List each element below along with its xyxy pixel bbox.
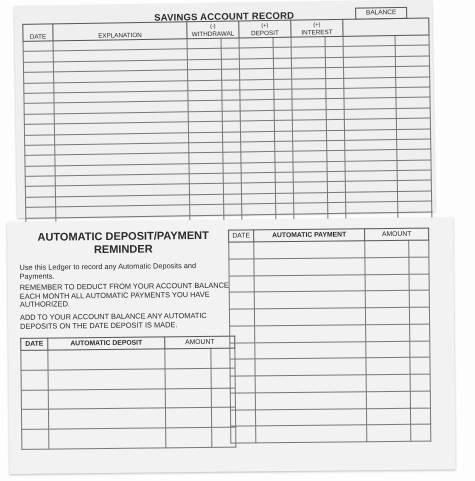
blank-entry-cell [188, 90, 222, 101]
blank-entry-cell [221, 48, 239, 59]
blank-entry-cell [274, 110, 292, 121]
automatic-deposit-row [21, 388, 235, 410]
blank-entry-cell [327, 151, 345, 162]
blank-entry-cell [223, 173, 241, 184]
blank-entry-cell [255, 341, 366, 359]
blank-entry-cell [255, 391, 366, 409]
blank-entry-cell [293, 141, 327, 152]
blank-entry-cell [189, 173, 223, 184]
blank-entry-cell [240, 79, 274, 90]
blank-entry-cell [241, 172, 275, 183]
automatic-payment-body [229, 240, 431, 443]
blank-entry-cell [187, 59, 221, 70]
savings-record-title: SAVINGS ACCOUNT RECORD [154, 10, 295, 24]
blank-entry-cell [166, 428, 212, 448]
blank-entry-cell [396, 128, 430, 139]
blank-entry-cell [241, 183, 275, 194]
blank-entry-cell [21, 390, 48, 410]
reminder-instructions: Use this Ledger to record any Automatic Deposits and Payments. [19, 261, 197, 281]
blank-entry-cell [292, 120, 326, 131]
blank-entry-cell [21, 370, 48, 390]
plus-sign: (+) [313, 22, 321, 29]
blank-entry-cell [23, 41, 53, 52]
blank-entry-cell [188, 121, 222, 132]
blank-entry-cell [188, 101, 222, 112]
blank-entry-cell [222, 100, 240, 111]
blank-entry-cell [230, 393, 255, 410]
automatic-payment-row [231, 424, 431, 443]
blank-entry-cell [189, 153, 223, 164]
blank-entry-cell [292, 130, 326, 141]
blank-entry-cell [327, 182, 345, 193]
blank-entry-cell [254, 241, 365, 259]
blank-entry-cell [49, 428, 166, 449]
blank-entry-cell [21, 409, 48, 429]
blank-entry-cell [275, 162, 293, 173]
blank-entry-cell [367, 425, 411, 442]
automatic-payment-row [229, 290, 429, 309]
blank-entry-cell [409, 240, 429, 257]
blank-entry-cell [26, 207, 56, 218]
blank-entry-cell [25, 186, 55, 197]
blank-entry-cell [396, 87, 430, 98]
blank-entry-cell [274, 99, 292, 110]
automatic-payment-row [229, 307, 429, 326]
blank-entry-cell [24, 124, 54, 135]
blank-entry-cell [409, 274, 429, 291]
blank-entry-cell [25, 134, 55, 145]
blank-entry-cell [366, 358, 410, 375]
blank-entry-cell [410, 374, 430, 391]
blank-entry-cell [411, 424, 431, 441]
blank-entry-cell [240, 89, 274, 100]
blank-entry-cell [275, 151, 293, 162]
blank-entry-cell [274, 120, 292, 131]
blank-entry-cell [365, 274, 409, 291]
blank-entry-cell [365, 291, 409, 308]
blank-entry-cell [224, 204, 242, 215]
blank-entry-cell [365, 240, 409, 257]
automatic-payment-row [230, 374, 430, 393]
blank-entry-cell [275, 172, 293, 183]
automatic-payment-row [230, 408, 430, 427]
blank-entry-cell [229, 242, 254, 259]
blank-entry-cell [255, 408, 366, 426]
blank-entry-cell [409, 257, 429, 274]
savings-account-record-sheet [14, 0, 435, 218]
blank-entry-cell [292, 89, 326, 100]
blank-entry-cell [25, 155, 55, 166]
automatic-payment-row [230, 341, 430, 360]
blank-entry-cell [326, 78, 344, 89]
automatic-payment-table [228, 228, 431, 444]
blank-entry-cell [365, 307, 409, 324]
blank-entry-cell [291, 37, 325, 48]
blank-entry-cell [395, 35, 429, 46]
blank-entry-cell [275, 141, 293, 152]
blank-entry-cell [325, 36, 343, 47]
blank-entry-cell [240, 69, 274, 80]
blank-entry-cell [293, 151, 327, 162]
blank-entry-cell [293, 192, 327, 203]
blank-entry-cell [410, 408, 430, 425]
blank-entry-cell [240, 121, 274, 132]
blank-entry-cell [222, 69, 240, 80]
blank-entry-cell [241, 141, 275, 152]
date-column-header: DATE [23, 24, 53, 41]
blank-entry-cell [222, 90, 240, 101]
blank-entry-cell [326, 68, 344, 79]
blank-entry-cell [276, 203, 294, 214]
blank-entry-cell [241, 162, 275, 173]
blank-entry-cell [326, 109, 344, 120]
blank-entry-cell [229, 309, 254, 326]
blank-entry-cell [292, 78, 326, 89]
blank-entry-cell [187, 49, 221, 60]
blank-entry-cell [230, 409, 255, 426]
blank-entry-cell [221, 38, 239, 49]
blank-entry-cell [25, 176, 55, 187]
blank-entry-cell [326, 119, 344, 130]
blank-entry-cell [24, 103, 54, 114]
blank-entry-cell [325, 57, 343, 68]
blank-entry-cell [275, 183, 293, 194]
blank-entry-cell [223, 183, 241, 194]
blank-entry-cell [397, 139, 431, 150]
blank-entry-cell [327, 171, 345, 182]
blank-entry-cell [274, 89, 292, 100]
deposit-date-header: DATE [21, 338, 48, 350]
blank-entry-cell [22, 429, 49, 449]
blank-entry-cell [21, 350, 48, 370]
blank-entry-cell [241, 152, 275, 163]
automatic-payment-row [229, 274, 429, 293]
blank-entry-cell [410, 391, 430, 408]
blank-entry-cell [292, 99, 326, 110]
blank-entry-cell [274, 68, 292, 79]
blank-entry-cell [239, 37, 273, 48]
blank-entry-cell [230, 359, 255, 376]
blank-entry-cell [254, 258, 365, 276]
automatic-payment-row [230, 391, 430, 410]
savings-record-body [23, 35, 432, 228]
reminder-deduct-notice: REMEMBER TO DEDUCT FROM YOUR ACCOUNT BALANCE EACH MONTH ALL AUTOMATIC PAYMENTS YOU HAVE AUTHORIZED. [19, 280, 229, 310]
blank-entry-cell [327, 192, 345, 203]
blank-entry-cell [366, 324, 410, 341]
blank-entry-cell [396, 66, 430, 77]
blank-entry-cell [410, 357, 430, 374]
blank-entry-cell [223, 142, 241, 153]
blank-entry-cell [365, 257, 409, 274]
blank-entry-cell [398, 201, 432, 212]
blank-entry-cell [292, 109, 326, 120]
blank-entry-cell [397, 180, 431, 191]
blank-entry-cell [326, 130, 344, 141]
blank-entry-cell [189, 132, 223, 143]
minus-sign: (-) [210, 23, 216, 30]
blank-entry-cell [396, 108, 430, 119]
blank-entry-cell [255, 325, 366, 343]
deposit-amount-header: AMOUNT [165, 336, 235, 349]
balance-header: BALANCE [355, 7, 407, 20]
blank-entry-cell [293, 161, 327, 172]
blank-entry-cell [187, 38, 221, 49]
blank-entry-cell [395, 56, 429, 67]
savings-record-table [22, 17, 432, 228]
blank-entry-cell [189, 163, 223, 174]
blank-entry-cell [397, 160, 431, 171]
blank-entry-cell [25, 166, 55, 177]
blank-entry-cell [188, 111, 222, 122]
payment-date-header: DATE [229, 230, 254, 242]
blank-entry-cell [223, 152, 241, 163]
blank-entry-cell [366, 341, 410, 358]
blank-entry-cell [239, 48, 273, 59]
blank-entry-cell [275, 193, 293, 204]
blank-entry-cell [240, 131, 274, 142]
reminder-title-line1: AUTOMATIC DEPOSIT/PAYMENT [37, 229, 209, 244]
blank-entry-cell [291, 47, 325, 58]
deposit-column-header: (+) DEPOSIT [239, 20, 291, 38]
blank-entry-cell [221, 59, 239, 70]
automatic-deposit-header: AUTOMATIC DEPOSIT [48, 337, 165, 350]
blank-entry-cell [165, 368, 211, 388]
blank-entry-cell [189, 194, 223, 205]
automatic-payment-row [230, 357, 430, 376]
automatic-deposit-row [21, 368, 235, 390]
blank-entry-cell [241, 193, 275, 204]
blank-entry-cell [24, 114, 54, 125]
blank-entry-cell [26, 197, 56, 208]
blank-entry-cell [273, 48, 291, 59]
blank-entry-cell [165, 348, 211, 368]
blank-entry-cell [326, 88, 344, 99]
blank-entry-cell [222, 111, 240, 122]
blank-entry-cell [293, 172, 327, 183]
blank-entry-cell [223, 194, 241, 205]
blank-entry-cell [327, 140, 345, 151]
blank-entry-cell [48, 408, 165, 429]
blank-entry-cell [366, 408, 410, 425]
blank-entry-cell [255, 358, 366, 376]
blank-entry-cell [239, 58, 273, 69]
blank-entry-cell [48, 388, 165, 409]
blank-entry-cell [409, 307, 429, 324]
blank-entry-cell [223, 163, 241, 174]
blank-entry-cell [396, 118, 430, 129]
blank-entry-cell [229, 292, 254, 309]
automatic-deposit-table [20, 336, 236, 450]
withdrawal-column-header: (-) WITHDRAWAL [187, 21, 239, 39]
blank-entry-cell [366, 374, 410, 391]
automatic-payment-row [230, 324, 430, 343]
payment-amount-header: AMOUNT [365, 228, 429, 241]
blank-entry-cell [242, 204, 276, 215]
blank-entry-cell [397, 149, 431, 160]
blank-entry-cell [189, 142, 223, 153]
reminder-add-notice: ADD TO YOUR ACCOUNT BALANCE ANY AUTOMATIC DEPOSITS ON THE DATE DEPOSIT IS MADE. [19, 310, 207, 331]
blank-entry-cell [273, 58, 291, 69]
balance-column-header [343, 18, 429, 36]
blank-entry-cell [396, 77, 430, 88]
blank-entry-cell [292, 68, 326, 79]
blank-entry-cell [396, 97, 430, 108]
blank-entry-cell [24, 93, 54, 104]
blank-entry-cell [254, 274, 365, 292]
blank-entry-cell [222, 80, 240, 91]
blank-entry-cell [190, 204, 224, 215]
automatic-payment-row [229, 240, 429, 259]
blank-entry-cell [240, 110, 274, 121]
blank-entry-cell [291, 57, 325, 68]
blank-entry-cell [254, 291, 365, 309]
blank-entry-cell [254, 308, 365, 326]
blank-entry-cell [223, 131, 241, 142]
explanation-column-header: EXPLANATION [53, 22, 187, 41]
blank-entry-cell [274, 131, 292, 142]
blank-entry-cell [222, 121, 240, 132]
blank-entry-cell [328, 203, 346, 214]
blank-entry-cell [327, 161, 345, 172]
blank-entry-cell [188, 69, 222, 80]
blank-entry-cell [229, 259, 254, 276]
blank-entry-cell [294, 203, 328, 214]
blank-entry-cell [274, 79, 292, 90]
blank-entry-cell [165, 408, 211, 428]
blank-entry-cell [273, 37, 291, 48]
blank-entry-cell [230, 326, 255, 343]
blank-entry-cell [395, 45, 429, 56]
blank-entry-cell [165, 388, 211, 408]
blank-entry-cell [25, 145, 55, 156]
automatic-payment-header: AUTOMATIC PAYMENT [254, 229, 365, 242]
blank-entry-cell [326, 99, 344, 110]
reminder-title-line2: REMINDER [93, 243, 153, 257]
blank-entry-cell [410, 324, 430, 341]
blank-entry-cell [240, 100, 274, 111]
plus-sign: (+) [261, 23, 269, 30]
blank-entry-cell [231, 426, 256, 443]
automatic-payment-row [229, 257, 429, 276]
blank-entry-cell [48, 369, 165, 390]
reminder-title [23, 230, 223, 258]
blank-entry-cell [188, 80, 222, 91]
automatic-reminder-sheet [7, 217, 456, 474]
blank-entry-cell [397, 170, 431, 181]
blank-entry-cell [397, 191, 431, 202]
blank-entry-cell [366, 391, 410, 408]
blank-entry-cell [23, 62, 53, 73]
blank-entry-cell [230, 376, 255, 393]
blank-entry-cell [229, 275, 254, 292]
blank-entry-cell [230, 342, 255, 359]
blank-entry-cell [24, 82, 54, 93]
automatic-deposit-row [22, 427, 236, 449]
blank-entry-cell [48, 349, 165, 370]
blank-entry-cell [256, 425, 367, 443]
automatic-deposit-row [21, 348, 235, 370]
blank-entry-cell [255, 375, 366, 393]
blank-entry-cell [409, 290, 429, 307]
blank-entry-cell [410, 341, 430, 358]
blank-entry-cell [23, 51, 53, 62]
blank-entry-cell [325, 47, 343, 58]
interest-column-header: (+) INTEREST [291, 19, 343, 37]
automatic-deposit-body [21, 348, 236, 449]
blank-entry-cell [189, 184, 223, 195]
automatic-deposit-row [21, 408, 235, 430]
blank-entry-cell [24, 72, 54, 83]
blank-entry-cell [293, 182, 327, 193]
